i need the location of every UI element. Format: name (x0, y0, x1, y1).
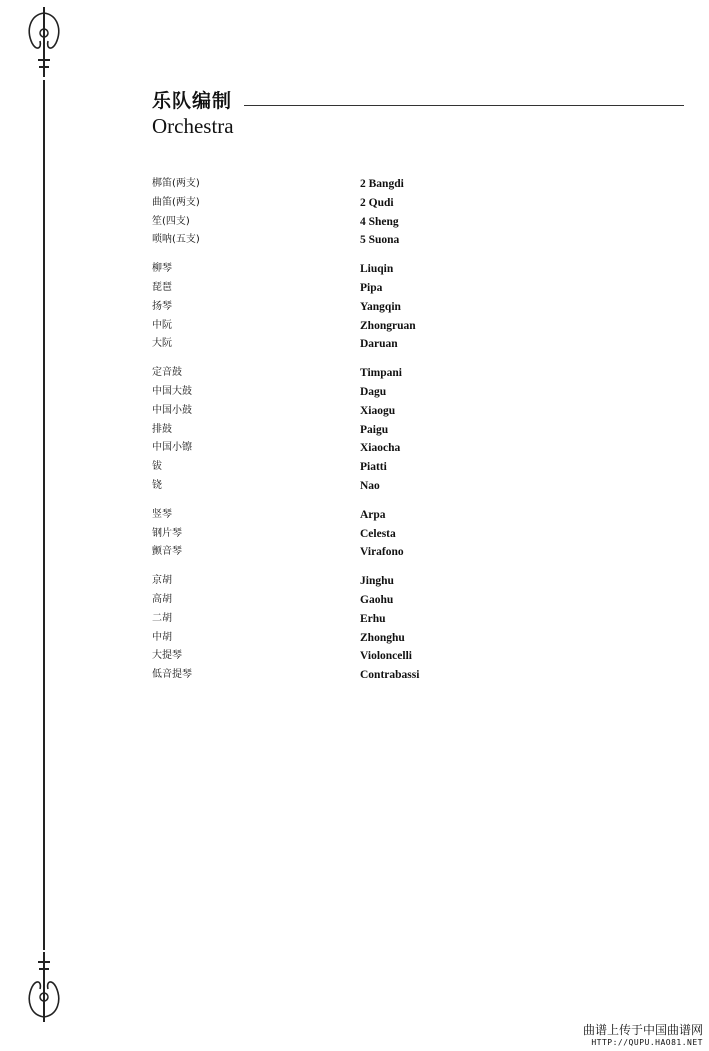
watermark (583, 1021, 703, 1047)
ornament-bottom-icon (20, 950, 70, 1025)
instrument-name-english: Jinghu (360, 575, 394, 588)
instrument-name-chinese: 中国小镲 (152, 442, 192, 454)
instrument-name-english: Paigu (360, 423, 389, 436)
instrument-row (152, 572, 552, 591)
instrument-name-english: Dagu (360, 385, 387, 398)
instrument-row (152, 213, 552, 232)
instrument-row (152, 525, 552, 544)
instrument-name-english: 4 Sheng (360, 215, 399, 228)
instrument-group (152, 175, 552, 250)
instrument-row (152, 194, 552, 213)
instrument-group (152, 506, 552, 562)
instrument-row (152, 402, 552, 421)
margin-rule (43, 80, 45, 950)
instrument-row (152, 317, 552, 336)
instrument-name-english: Daruan (360, 338, 398, 351)
instrument-name-chinese: 中国大鼓 (152, 385, 192, 397)
instrument-row (152, 439, 552, 458)
instrument-name-chinese: 定音鼓 (152, 367, 182, 379)
instrument-name-english: Gaohu (360, 593, 394, 606)
instrument-row (152, 591, 552, 610)
instrument-name-chinese: 竖琴 (152, 508, 172, 520)
instrument-name-english: Timpani (360, 367, 402, 380)
instrument-group (152, 364, 552, 496)
instrument-list (152, 175, 552, 695)
watermark-line-1: 曲谱上传于中国曲谱网 (582, 1023, 703, 1037)
instrument-name-english: Violoncelli (360, 650, 412, 663)
instrument-name-english: Piatti (360, 461, 387, 474)
instrument-name-english: Erhu (360, 612, 386, 625)
instrument-row (152, 458, 552, 477)
instrument-name-chinese: 曲笛(两支) (152, 196, 200, 208)
instrument-name-english: Zhonghu (360, 631, 405, 644)
instrument-name-chinese: 大阮 (152, 338, 172, 350)
page-title-english: Orchestra (152, 114, 234, 138)
instrument-name-english: Nao (360, 479, 380, 492)
instrument-name-english: 2 Bangdi (360, 178, 404, 190)
instrument-row (152, 543, 552, 562)
instrument-name-english: Liuqin (360, 263, 394, 276)
instrument-row (152, 279, 552, 298)
instrument-name-english: Pipa (360, 281, 383, 294)
instrument-row (152, 647, 552, 666)
instrument-name-chinese: 颤音琴 (152, 546, 182, 558)
instrument-name-chinese: 笙(四支) (152, 215, 190, 227)
instrument-name-chinese: 京胡 (152, 575, 172, 587)
instrument-name-chinese: 钢片琴 (152, 527, 182, 539)
instrument-name-chinese: 扬琴 (152, 300, 172, 312)
instrument-row (152, 260, 552, 279)
instrument-row (152, 506, 552, 525)
ornament-top-icon (20, 5, 70, 80)
instrument-name-chinese: 琵琶 (152, 281, 172, 293)
instrument-name-english: 2 Qudi (360, 196, 394, 209)
instrument-row (152, 335, 552, 354)
instrument-row (152, 629, 552, 648)
page-title-chinese: 乐队编制 (152, 90, 233, 112)
instrument-name-english: 5 Suona (360, 234, 400, 247)
instrument-row (152, 421, 552, 440)
instrument-name-chinese: 中阮 (152, 319, 172, 331)
instrument-group (152, 572, 552, 685)
instrument-name-english: Contrabassi (360, 669, 420, 682)
instrument-name-chinese: 低音提琴 (152, 669, 192, 681)
instrument-name-english: Yangqin (360, 300, 401, 313)
title-underline (244, 105, 684, 106)
instrument-name-chinese: 排鼓 (152, 423, 172, 435)
instrument-name-chinese: 高胡 (152, 593, 172, 605)
instrument-name-english: Arpa (360, 508, 386, 521)
instrument-name-chinese: 柳琴 (152, 263, 172, 275)
instrument-name-english: Xiaocha (360, 442, 401, 455)
instrument-row (152, 383, 552, 402)
instrument-name-chinese: 中胡 (152, 631, 172, 643)
instrument-group (152, 260, 552, 354)
instrument-name-english: Xiaogu (360, 404, 396, 417)
instrument-row (152, 364, 552, 383)
instrument-name-english: Celesta (360, 527, 396, 540)
instrument-row (152, 175, 552, 194)
instrument-name-chinese: 大提琴 (152, 650, 182, 662)
instrument-name-chinese: 梆笛(两支) (152, 178, 200, 189)
instrument-name-chinese: 二胡 (152, 612, 172, 624)
instrument-name-english: Zhongruan (360, 319, 416, 332)
instrument-row (152, 477, 552, 496)
instrument-name-english: Virafono (360, 546, 404, 559)
instrument-name-chinese: 钹 (152, 461, 162, 473)
instrument-name-chinese: 唢呐(五支) (152, 234, 200, 246)
instrument-row (152, 610, 552, 629)
instrument-name-chinese: 铙 (152, 479, 162, 491)
instrument-row (152, 231, 552, 250)
watermark-line-2: HTTP://QUPU.HAO81.NET (591, 1038, 703, 1047)
instrument-name-chinese: 中国小鼓 (152, 404, 192, 416)
instrument-row (152, 298, 552, 317)
instrument-row (152, 666, 552, 685)
